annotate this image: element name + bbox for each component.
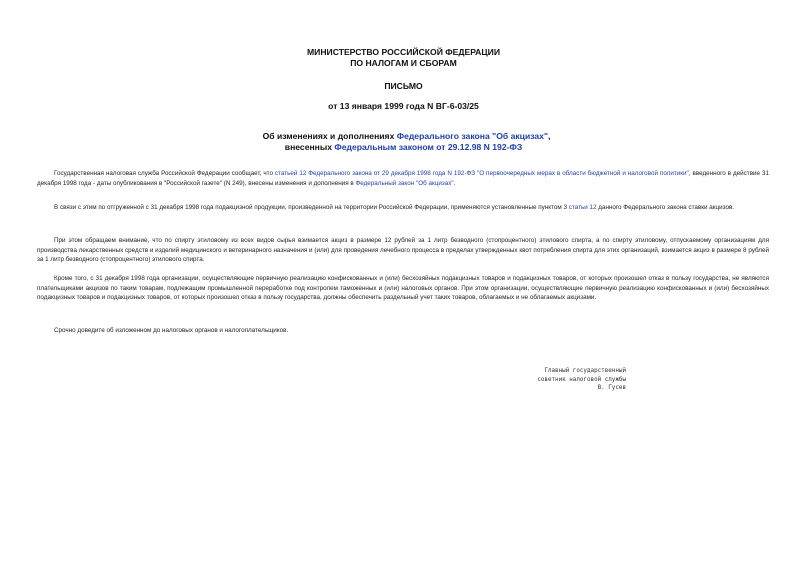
p1-text-3: .: [453, 179, 456, 187]
paragraph-1: [37, 169, 769, 188]
paragraph-4: Кроме того, с 31 декабря 1998 года организации, осуществляющие первичную реализацию конфискованных и (или) бесхозяйных подакцизных товаров и подакцизных товаров, от которых произошел отказ в пользу государства, не являются плательщиками акцизов по таким товарам, подлежащим промышленной переработке под контролем таможенных и (или) налоговых органов. При этом организации, осуществляющие первичную реализацию конфискованных и (или) бесхозяйных подакцизных товаров и подакцизных товаров, от которых произошел отказ в пользу государства, должны обеспечить раздельный учет таких товаров, облагаемых и не облагаемых акцизами.: [37, 275, 769, 301]
ministry-line-2: ПО НАЛОГАМ И СБОРАМ: [350, 58, 457, 68]
law-excise-link[interactable]: Федерального закона "Об акцизах": [396, 131, 549, 141]
excise-law-link[interactable]: Федеральный закон "Об акцизах": [355, 179, 454, 187]
p1-text-1: Государственная налоговая служба Российской Федерации сообщает, что: [54, 170, 275, 177]
article-12-law-192-link[interactable]: статьей 12 Федерального закона от 29 декабря 1998 года N 192-ФЗ "О первоочередных мерах в области бюджетной и налоговой политики": [274, 170, 689, 177]
document-date: от 13 января 1999 года N ВГ-6-03/25: [328, 101, 479, 111]
p1-text-2: , введенного в действие 31 декабря 1998 года - даты опубликования в "Российской газете" (N 249), внесены изменения и дополнения в: [37, 170, 769, 187]
signature-title-1: Главный государственный: [544, 368, 626, 374]
document-type: ПИСЬМО: [384, 81, 423, 91]
article-12-link[interactable]: статьи 12: [568, 204, 597, 211]
federal-law-192-link[interactable]: Федеральным законом от 29.12.98 N 192-ФЗ: [334, 142, 523, 152]
subject-line-1: [0, 131, 807, 142]
subject-line-2-prefix: внесенных: [284, 142, 335, 152]
paragraph-3: При этом обращаем внимание, что по спирту этиловому из всех видов сырья взимается акциз в размере 12 рублей за 1 литр безводного (стопроцентного) этилового спирта, а по спирту этиловому, отпускаемому организациям для производства лекарственных средств и изделий медицинского и ветеринарного назначения и (или) для проведения лечебного процесса в пределах утвержденных квот потребления спирта для этих организаций, взимается акциз в размере 8 рублей за 1 литр безводного (стопроцентного) этилового спирта.: [37, 237, 769, 263]
ministry-line-1: МИНИСТЕРСТВО РОССИЙСКОЙ ФЕДЕРАЦИИ: [306, 47, 501, 57]
subject-line-2: [0, 142, 807, 153]
signature-block: [508, 367, 626, 393]
ministry-header: [0, 47, 807, 69]
p2-text-1: В связи с этим по отгруженной с 31 декабря 1998 года подакцизной продукции, произведенной на территории Российской Федерации, применяются установленные пунктом 3: [54, 204, 569, 211]
paragraph-2: [37, 203, 769, 213]
signature-title-2: советник налоговой службы: [537, 376, 626, 383]
paragraph-5: Срочно доведите об изложенном до налоговых органов и налогоплательщиков.: [54, 327, 289, 334]
subject-line-1-suffix: ,: [548, 131, 551, 141]
p2-text-2: данного Федерального закона ставки акцизов.: [596, 204, 735, 211]
signature-name: В. Гусев: [597, 385, 626, 392]
document-subject: [0, 131, 807, 153]
subject-line-1-prefix: Об изменениях и дополнениях: [262, 131, 397, 141]
